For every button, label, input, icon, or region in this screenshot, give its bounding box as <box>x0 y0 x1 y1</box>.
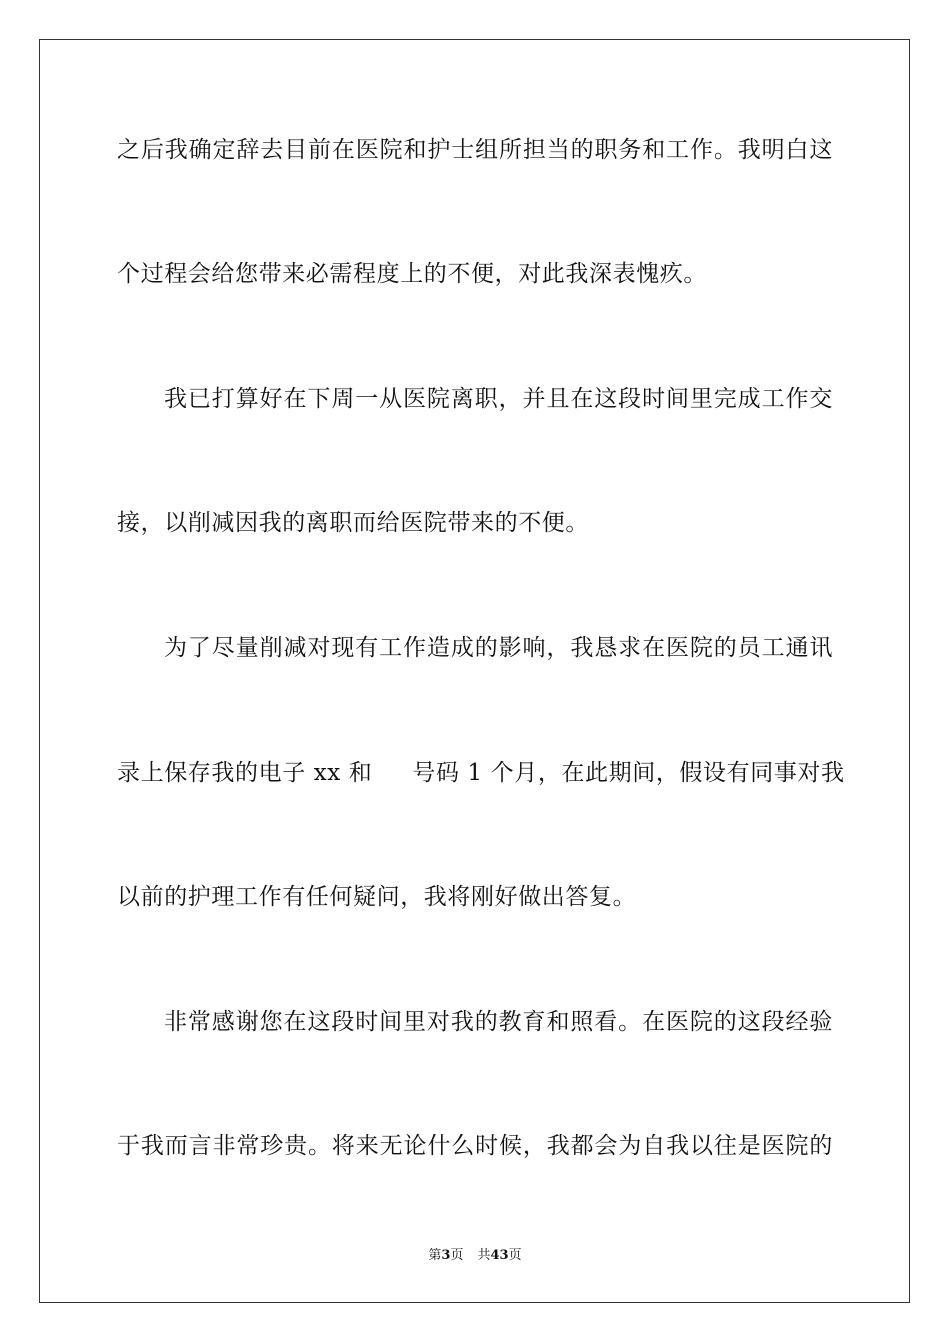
body-text-line-5: 为了尽量削减对现有工作造成的影响，我恳求在医院的员工通讯 <box>164 635 833 661</box>
body-text-line-6-part-2: 号码 1 个月，在此期间，假设有同事对我 <box>412 760 845 786</box>
footer-page-suffix: 页 <box>450 1248 464 1263</box>
body-text-line-2: 个过程会给您带来必需程度上的不便，对此我深表愧疚。 <box>117 261 707 287</box>
footer-total-pages: 43 <box>490 1248 509 1263</box>
footer-current-page: 3 <box>441 1248 451 1263</box>
body-text-line-6 <box>117 758 845 788</box>
body-text-line-3: 我已打算好在下周一从医院离职，并且在这段时间里完成工作交 <box>164 386 833 412</box>
page-footer <box>0 1247 950 1265</box>
page-border <box>39 39 910 1303</box>
body-text-line-1: 之后我确定辞去目前在医院和护士组所担当的职务和工作。我明白这 <box>117 137 833 163</box>
body-text-line-4: 接，以削减因我的离职而给医院带来的不便。 <box>117 510 589 536</box>
footer-prefix: 第 <box>428 1248 442 1263</box>
body-text-line-7: 以前的护理工作有任何疑问，我将刚好做出答复。 <box>117 884 637 910</box>
body-text-line-8: 非常感谢您在这段时间里对我的教育和照看。在医院的这段经验 <box>164 1009 833 1035</box>
footer-total-suffix: 页 <box>508 1248 522 1263</box>
footer-total-prefix: 共 <box>477 1248 491 1263</box>
body-text-line-6-part-1: 录上保存我的电子 xx 和 <box>117 760 373 786</box>
body-text-line-9: 于我而言非常珍贵。将来无论什么时候，我都会为自我以往是医院的 <box>117 1133 833 1159</box>
